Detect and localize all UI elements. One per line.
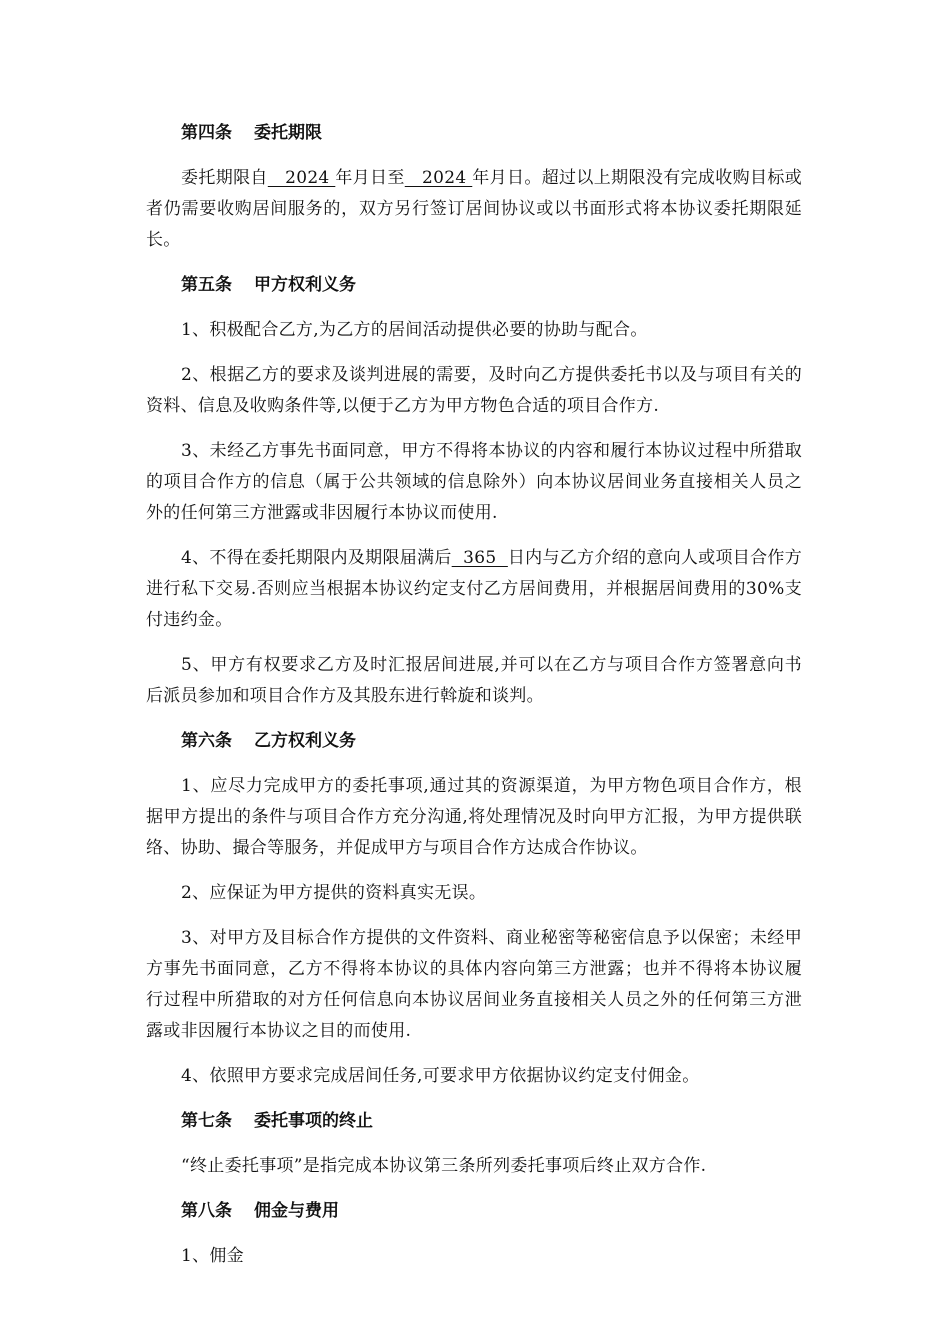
section-4-heading <box>146 118 802 149</box>
section-5-paragraph-4 <box>146 543 802 636</box>
section-number: 第七条 <box>181 1111 232 1131</box>
section-5-paragraph-5: 5、甲方有权要求乙方及时汇报居间进展,并可以在乙方与项目合作方签署意向书后派员参加和项目合作方及其股东进行斡旋和谈判。 <box>146 655 802 706</box>
section-4-paragraph-1 <box>146 163 802 256</box>
section-5-paragraph-2: 2、根据乙方的要求及谈判进展的需要，及时向乙方提供委托书以及与项目有关的资料、信息及收购条件等,以便于乙方为甲方物色合适的项目合作方. <box>146 365 802 416</box>
section-title: 委托事项的终止 <box>254 1111 373 1131</box>
start-year-blank: 2024 <box>267 168 336 188</box>
section-title: 甲方权利义务 <box>254 275 356 295</box>
section-title: 乙方权利义务 <box>254 731 356 751</box>
days-blank: 365 <box>451 548 508 568</box>
section-7-heading <box>146 1106 802 1137</box>
section-title: 委托期限 <box>254 123 322 143</box>
section-number: 第四条 <box>181 123 232 143</box>
section-7-paragraph-1: “终止委托事项”是指完成本协议第三条所列委托事项后终止双方合作. <box>181 1156 707 1176</box>
end-year-blank: 2024 <box>404 168 473 188</box>
section-8-paragraph-1: 1、佣金 <box>181 1246 245 1266</box>
text-run: 日内与乙方介绍的意向人或项目合作方进行私下交易.否则应当根据本协议约定支付乙方居间费用，并根据居间费用的30%支付违约金。 <box>146 548 803 630</box>
text-run: 年月日至 <box>335 168 405 188</box>
section-number: 第六条 <box>181 731 232 751</box>
text-run: 4、不得在委托期限内及期限届满后 <box>181 548 452 568</box>
text-run: 委托期限自 <box>181 168 268 188</box>
section-6-paragraph-2: 2、应保证为甲方提供的资料真实无误。 <box>181 883 487 903</box>
section-8-heading <box>146 1196 802 1227</box>
text-run: 年月日。超过以上期限没有完成收购目标或者仍需要收购居间服务的，双方另行签订居间协议或以书面形式将本协议委托期限延长。 <box>146 168 803 250</box>
section-5-paragraph-1: 1、积极配合乙方,为乙方的居间活动提供必要的协助与配合。 <box>181 320 648 340</box>
section-6-paragraph-4: 4、依照甲方要求完成居间任务,可要求甲方依据协议约定支付佣金。 <box>181 1066 700 1086</box>
section-6-paragraph-3: 3、对甲方及目标合作方提供的文件资料、商业秘密等秘密信息予以保密；未经甲方事先书面同意，乙方不得将本协议的具体内容向第三方泄露；也并不得将本协议履行过程中所猎取的对方任何信息向本协议居间业务直接相关人员之外的任何第三方泄露或非因履行本协议之目的而使用. <box>146 928 802 1041</box>
section-5-paragraph-3: 3、未经乙方事先书面同意，甲方不得将本协议的内容和履行本协议过程中所猎取的项目合作方的信息（属于公共领域的信息除外）向本协议居间业务直接相关人员之外的任何第三方泄露或非因履行本协议而使用. <box>146 441 802 523</box>
section-number: 第五条 <box>181 275 232 295</box>
section-6-heading <box>146 726 802 757</box>
section-5-heading <box>146 270 802 301</box>
section-number: 第八条 <box>181 1201 232 1221</box>
section-6-paragraph-1: 1、应尽力完成甲方的委托事项,通过其的资源渠道，为甲方物色项目合作方，根据甲方提出的条件与项目合作方充分沟通,将处理情况及时向甲方汇报，为甲方提供联络、协助、撮合等服务，并促成甲方与项目合作方达成合作协议。 <box>146 776 802 858</box>
section-title: 佣金与费用 <box>254 1201 339 1221</box>
